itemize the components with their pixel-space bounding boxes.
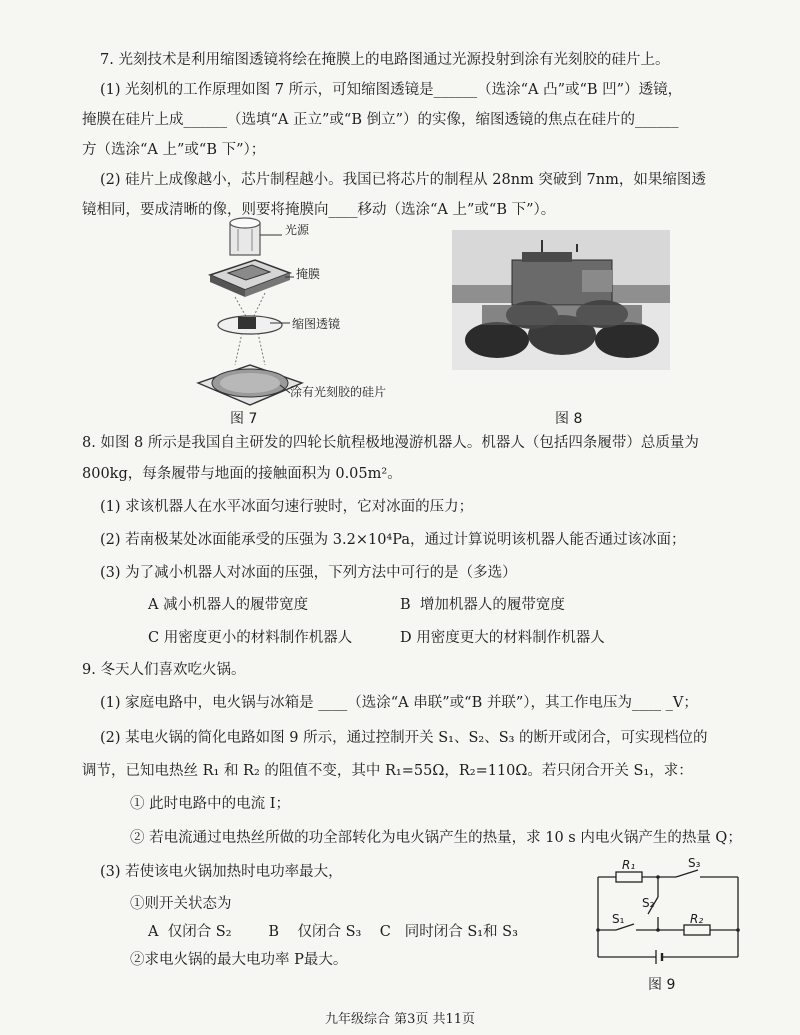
- q7-stem: 7. 光刻技术是利用缩图透镜将绘在掩膜上的电路图通过光源投射到涂有光刻胶的硅片上。: [100, 52, 670, 68]
- figure-7-lithography-diagram: [190, 215, 430, 430]
- q7-part1-line2: 掩膜在硅片上成______（选填“A 正立”或“B 倒立”）的实像，缩图透镜的焦点在硅片的______: [82, 112, 679, 128]
- q8-stem-line2: 800kg，每条履带与地面的接触面积为 0.05m²。: [82, 466, 402, 482]
- q8-part3: (3) 为了减小机器人对冰面的压强，下列方法中可行的是（多选）: [100, 565, 517, 581]
- q9-part2-line1: (2) 某电火锅的简化电路如图 9 所示，通过控制开关 S₁、S₂、S₃ 的断开或闭合，可实现档位的: [100, 730, 708, 746]
- label-light-source: 光源: [285, 223, 310, 237]
- switch-s3-shape: [676, 870, 698, 877]
- resistor-r1-shape: [616, 872, 642, 882]
- q9-part2-item1: ① 此时电路中的电流 I；: [130, 796, 290, 812]
- q9-part3-item1: ①则开关状态为: [130, 896, 232, 912]
- q9-part3: (3) 若使该电火锅加热时电功率最大，: [100, 864, 343, 880]
- label-r2: R₂: [690, 912, 704, 926]
- q7-part1-line1: (1) 光刻机的工作原理如图 7 所示，可知缩图透镜是______（选涂“A 凸”或“B 凹”）透镜，: [100, 82, 683, 98]
- label-s2: S₂: [642, 896, 655, 910]
- q9-part1: (1) 家庭电路中，电火锅与冰箱是 ____（选涂“A 串联”或“B 并联”），其工作电压为____ _V；: [100, 695, 698, 711]
- label-s1: S₁: [612, 912, 625, 926]
- q8-part2: (2) 若南极某处冰面能承受的压强为 3.2×10⁴Pa，通过计算说明该机器人能否通过该冰面；: [100, 532, 686, 548]
- page-footer: 九年级综合 第3页 共11页: [324, 1012, 476, 1027]
- q9-part2-item2: ② 若电流通过电热丝所做的功全部转化为电火锅产生的热量，求 10 s 内电火锅产生的热量 Q；: [130, 830, 742, 846]
- q9-stem: 9. 冬天人们喜欢吃火锅。: [82, 662, 246, 678]
- figure-7-caption: 图 7: [230, 411, 258, 427]
- q8-option-d: D 用密度更大的材料制作机器人: [400, 630, 605, 646]
- robot-track-shape: [465, 322, 529, 358]
- q7-part2-line1: (2) 硅片上成像越小，芯片制程越小。我国已将芯片的制程从 28nm 突破到 7nm，如果缩图透: [100, 172, 706, 188]
- figure-9-circuit-diagram: [588, 856, 748, 993]
- label-wafer: 涂有光刻胶的硅片: [290, 385, 387, 399]
- label-lens: 缩图透镜: [292, 317, 341, 331]
- q8-option-c: C 用密度更小的材料制作机器人: [148, 630, 353, 646]
- figure-8-caption: 图 8: [555, 411, 583, 427]
- figure-9-caption: 图 9: [648, 977, 676, 993]
- robot-photo-svg: [452, 230, 670, 370]
- q8-stem-line1: 8. 如图 8 所示是我国自主研发的四轮长航程极地漫游机器人。机器人（包括四条履带）总质量为: [82, 435, 699, 451]
- resistor-r2-shape: [684, 925, 710, 935]
- figure-8-robot-photo: [452, 230, 670, 370]
- q8-option-a: A 减小机器人的履带宽度: [148, 597, 309, 613]
- q9-part3-item2: ②求电火锅的最大电功率 P最大。: [130, 952, 348, 968]
- label-mask: 掩膜: [296, 267, 321, 281]
- q8-part1: (1) 求该机器人在水平冰面匀速行驶时，它对冰面的压力；: [100, 499, 474, 515]
- q7-part1-line3: 方（选涂“A 上”或“B 下”）；: [82, 142, 266, 158]
- label-r1: R₁: [622, 858, 636, 872]
- q9-part2-line2: 调节，已知电热丝 R₁ 和 R₂ 的阻值不变，其中 R₁=55Ω，R₂=110Ω。若只闭合开关 S₁，求：: [82, 763, 693, 779]
- q9-part3-options: A 仅闭合 S₂ B 仅闭合 S₃ C 同时闭合 S₁和 S₃: [148, 924, 518, 940]
- q7-part2-line2: 镜相同，要成清晰的像，则要将掩膜向____移动（选涂“A 上”或“B 下”）。: [82, 202, 556, 218]
- label-s3: S₃: [688, 856, 701, 870]
- q8-option-b: B 增加机器人的履带宽度: [400, 597, 565, 613]
